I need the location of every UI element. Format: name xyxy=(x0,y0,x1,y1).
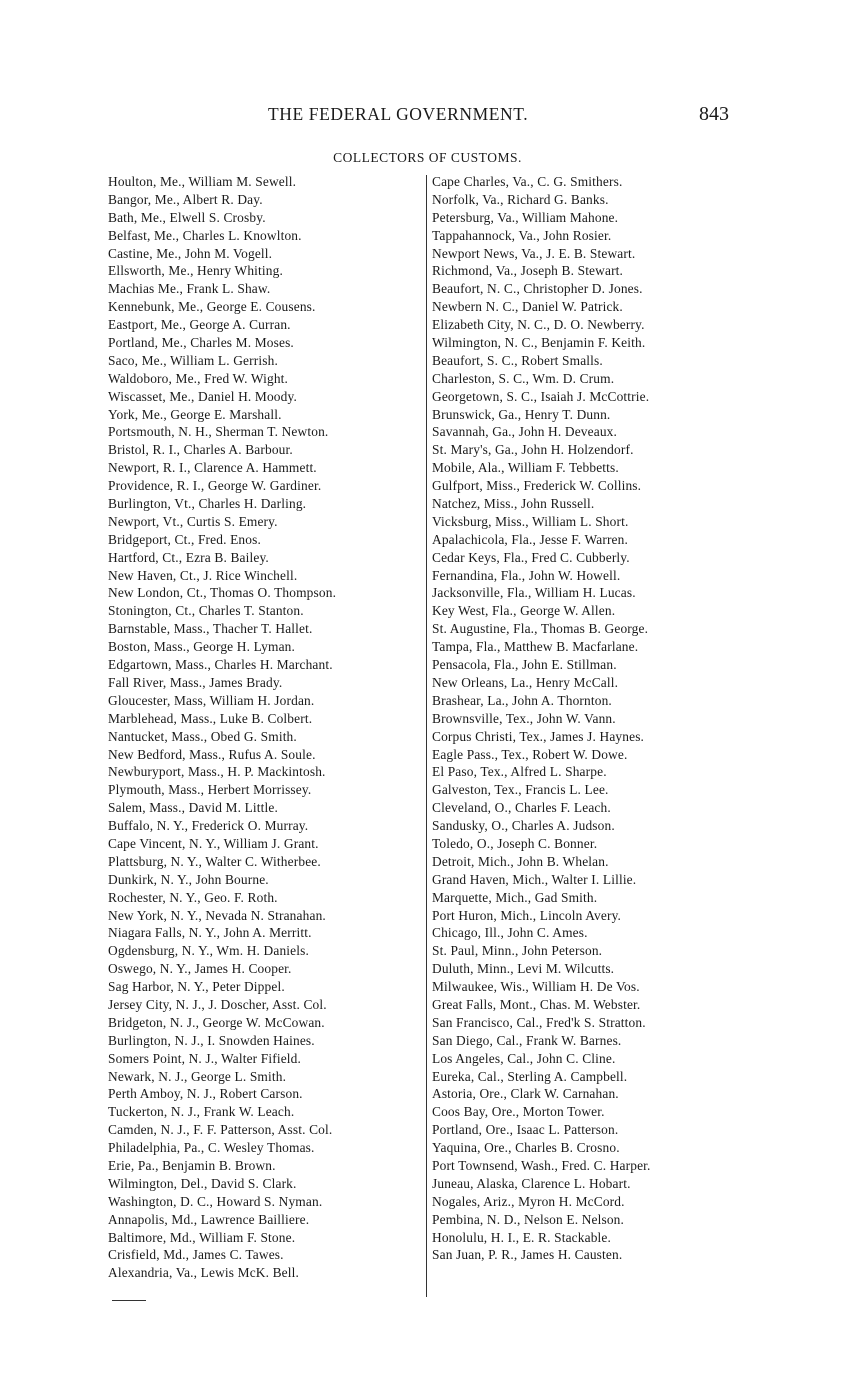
collector-entry: Edgartown, Mass., Charles H. Marchant. xyxy=(108,657,333,673)
collector-entry: Newport, R. I., Clarence A. Hammett. xyxy=(108,460,317,476)
left-column xyxy=(108,173,426,1282)
collector-entry: Wilmington, Del., David S. Clark. xyxy=(108,1175,297,1191)
collector-entry: Great Falls, Mont., Chas. M. Webster. xyxy=(432,996,641,1012)
collector-entry: Kennebunk, Me., George E. Cousens. xyxy=(108,299,316,315)
collector-entry: Marblehead, Mass., Luke B. Colbert. xyxy=(108,710,313,726)
collector-entry: Wiscasset, Me., Daniel H. Moody. xyxy=(108,388,297,404)
collector-entry: Sag Harbor, N. Y., Peter Dippel. xyxy=(108,979,285,995)
collector-entry: Bridgeton, N. J., George W. McCowan. xyxy=(108,1014,325,1030)
page-header xyxy=(0,104,859,134)
collector-entry: Saco, Me., William L. Gerrish. xyxy=(108,352,278,368)
column-divider xyxy=(426,175,427,1297)
collector-entry: Mobile, Ala., William F. Tebbetts. xyxy=(432,460,619,476)
collector-entry: Eagle Pass., Tex., Robert W. Dowe. xyxy=(432,746,628,762)
collector-entry: Newbern N. C., Daniel W. Patrick. xyxy=(432,299,623,315)
collector-entry: Brunswick, Ga., Henry T. Dunn. xyxy=(432,406,611,422)
collector-entry: New London, Ct., Thomas O. Thompson. xyxy=(108,585,337,601)
collector-entry: Coos Bay, Ore., Morton Tower. xyxy=(432,1104,605,1120)
collector-entry: Philadelphia, Pa., C. Wesley Thomas. xyxy=(108,1140,315,1156)
collector-entry: Brashear, La., John A. Thornton. xyxy=(432,692,612,708)
collector-entry: Galveston, Tex., Francis L. Lee. xyxy=(432,782,609,798)
collector-entry: Eureka, Cal., Sterling A. Campbell. xyxy=(432,1068,628,1084)
collector-entry: Plattsburg, N. Y., Walter C. Witherbee. xyxy=(108,853,321,869)
collector-entry: Tappahannock, Va., John Rosier. xyxy=(432,227,612,243)
collector-entry: Castine, Me., John M. Vogell. xyxy=(108,245,273,261)
collector-entry: Houlton, Me., William M. Sewell. xyxy=(108,174,297,189)
collector-entry: Port Townsend, Wash., Fred. C. Harper. xyxy=(432,1157,651,1173)
collector-entry: Portsmouth, N. H., Sherman T. Newton. xyxy=(108,424,329,440)
collector-entry: Belfast, Me., Charles L. Knowlton. xyxy=(108,227,302,243)
collector-entry: New Bedford, Mass., Rufus A. Soule. xyxy=(108,746,316,762)
collector-entry: Savannah, Ga., John H. Deveaux. xyxy=(432,424,618,440)
collector-entry: Grand Haven, Mich., Walter I. Lillie. xyxy=(432,871,637,887)
collector-entry: Barnstable, Mass., Thacher T. Hallet. xyxy=(108,621,313,637)
collector-entry: Nantucket, Mass., Obed G. Smith. xyxy=(108,728,297,744)
collector-entry: Jacksonville, Fla., William H. Lucas. xyxy=(432,585,636,601)
collector-entry: Plymouth, Mass., Herbert Morrissey. xyxy=(108,782,312,798)
collector-entry: Beaufort, S. C., Robert Smalls. xyxy=(432,352,603,368)
collector-entry: Port Huron, Mich., Lincoln Avery. xyxy=(432,907,622,923)
collector-entry: Norfolk, Va., Richard G. Banks. xyxy=(432,191,609,207)
collector-entry: Natchez, Miss., John Russell. xyxy=(432,496,595,512)
collector-entry: Cape Vincent, N. Y., William J. Grant. xyxy=(108,835,319,851)
collector-entry: Boston, Mass., George H. Lyman. xyxy=(108,639,296,655)
collector-entry: Brownsville, Tex., John W. Vann. xyxy=(432,710,616,726)
collector-entry: San Juan, P. R., James H. Causten. xyxy=(432,1247,623,1263)
collector-entry: Cedar Keys, Fla., Fred C. Cubberly. xyxy=(432,549,630,565)
collector-entry: Providence, R. I., George W. Gardiner. xyxy=(108,478,322,494)
collector-entry: Milwaukee, Wis., William H. De Vos. xyxy=(432,979,640,995)
collector-entry: Newark, N. J., George L. Smith. xyxy=(108,1068,287,1084)
collector-entry: Portland, Ore., Isaac L. Patterson. xyxy=(432,1122,619,1138)
collector-entry: Bangor, Me., Albert R. Day. xyxy=(108,191,263,207)
collector-entry: Corpus Christi, Tex., James J. Haynes. xyxy=(432,728,645,744)
collector-entry: Erie, Pa., Benjamin B. Brown. xyxy=(108,1157,276,1173)
collector-entry: Jersey City, N. J., J. Doscher, Asst. Col. xyxy=(108,996,327,1012)
collector-entry: Astoria, Ore., Clark W. Carnahan. xyxy=(432,1086,619,1102)
collector-entry: Key West, Fla., George W. Allen. xyxy=(432,603,616,619)
footer-rule xyxy=(112,1300,146,1301)
collector-entry: Pembina, N. D., Nelson E. Nelson. xyxy=(432,1211,625,1227)
collector-entry: Machias Me., Frank L. Shaw. xyxy=(108,281,271,297)
collector-entry: St. Augustine, Fla., Thomas B. George. xyxy=(432,621,649,637)
collector-entry: Fernandina, Fla., John W. Howell. xyxy=(432,567,621,583)
collector-entry: Pensacola, Fla., John E. Stillman. xyxy=(432,657,617,673)
collector-entry: Georgetown, S. C., Isaiah J. McCottrie. xyxy=(432,388,650,404)
collector-entry: Salem, Mass., David M. Little. xyxy=(108,800,279,816)
collector-entry: Ellsworth, Me., Henry Whiting. xyxy=(108,263,283,279)
collector-entry: Toledo, O., Joseph C. Bonner. xyxy=(432,835,598,851)
collector-entry: El Paso, Tex., Alfred L. Sharpe. xyxy=(432,764,607,780)
collector-entry: Juneau, Alaska, Clarence L. Hobart. xyxy=(432,1175,631,1191)
collector-entry: Somers Point, N. J., Walter Fifield. xyxy=(108,1050,302,1066)
collector-entry: Fall River, Mass., James Brady. xyxy=(108,674,283,690)
collector-entry: Perth Amboy, N. J., Robert Carson. xyxy=(108,1086,303,1102)
collector-entry: San Diego, Cal., Frank W. Barnes. xyxy=(432,1032,622,1048)
collector-entry: Tampa, Fla., Matthew B. Macfarlane. xyxy=(432,639,639,655)
right-column xyxy=(432,173,752,1264)
collector-entry: Niagara Falls, N. Y., John A. Merritt. xyxy=(108,925,312,941)
collector-entry: Petersburg, Va., William Mahone. xyxy=(432,209,619,225)
collector-entry: Oswego, N. Y., James H. Cooper. xyxy=(108,961,292,977)
section-heading xyxy=(0,150,859,166)
collector-entry: St. Paul, Minn., John Peterson. xyxy=(432,943,603,959)
collector-entry: Nogales, Ariz., Myron H. McCord. xyxy=(432,1193,625,1209)
collector-entry: Detroit, Mich., John B. Whelan. xyxy=(432,853,609,869)
collector-entry: Stonington, Ct., Charles T. Stanton. xyxy=(108,603,304,619)
section-heading-text: COLLECTORS OF CUSTOMS. xyxy=(333,150,522,165)
collector-entry: Elizabeth City, N. C., D. O. Newberry. xyxy=(432,317,645,333)
collector-entry: Newburyport, Mass., H. P. Mackintosh. xyxy=(108,764,326,780)
collector-entry: St. Mary's, Ga., John H. Holzendorf. xyxy=(432,442,634,458)
collector-entry: Alexandria, Va., Lewis McK. Bell. xyxy=(108,1265,300,1281)
collector-entry: Newport News, Va., J. E. B. Stewart. xyxy=(432,245,636,261)
collector-entry: Duluth, Minn., Levi M. Wilcutts. xyxy=(432,961,615,977)
collector-entry: Los Angeles, Cal., John C. Cline. xyxy=(432,1050,616,1066)
collector-entry: Charleston, S. C., Wm. D. Crum. xyxy=(432,370,615,386)
collector-entry: Dunkirk, N. Y., John Bourne. xyxy=(108,871,269,887)
collector-entry: Gloucester, Mass, William H. Jordan. xyxy=(108,692,315,708)
running-title: THE FEDERAL GOVERNMENT. xyxy=(268,104,529,124)
collector-entry: Buffalo, N. Y., Frederick O. Murray. xyxy=(108,818,309,834)
collector-entry: New Orleans, La., Henry McCall. xyxy=(432,674,619,690)
collector-entry: New Haven, Ct., J. Rice Winchell. xyxy=(108,567,298,583)
collector-entry: Honolulu, H. I., E. R. Stackable. xyxy=(432,1229,612,1245)
collector-entry: Crisfield, Md., James C. Tawes. xyxy=(108,1247,284,1263)
collector-entry: Baltimore, Md., William F. Stone. xyxy=(108,1229,296,1245)
collector-entry: Hartford, Ct., Ezra B. Bailey. xyxy=(108,549,269,565)
collector-entry: Cleveland, O., Charles F. Leach. xyxy=(432,800,611,816)
collector-entry: New York, N. Y., Nevada N. Stranahan. xyxy=(108,907,326,923)
collector-entry: Beaufort, N. C., Christopher D. Jones. xyxy=(432,281,643,297)
collector-entry: Cape Charles, Va., C. G. Smithers. xyxy=(432,174,623,189)
collector-entry: Bristol, R. I., Charles A. Barbour. xyxy=(108,442,293,458)
collector-entry: Bath, Me., Elwell S. Crosby. xyxy=(108,209,266,225)
collector-entry: Gulfport, Miss., Frederick W. Collins. xyxy=(432,478,642,494)
collector-entry: Wilmington, N. C., Benjamin F. Keith. xyxy=(432,335,646,351)
collector-entry: Tuckerton, N. J., Frank W. Leach. xyxy=(108,1104,295,1120)
collector-entry: Yaquina, Ore., Charles B. Crosno. xyxy=(432,1140,620,1156)
collector-entry: Vicksburg, Miss., William L. Short. xyxy=(432,513,629,529)
collector-entry: Ogdensburg, N. Y., Wm. H. Daniels. xyxy=(108,943,309,959)
collector-entry: Chicago, Ill., John C. Ames. xyxy=(432,925,588,941)
collector-entry: Eastport, Me., George A. Curran. xyxy=(108,317,291,333)
collector-entry: Waldoboro, Me., Fred W. Wight. xyxy=(108,370,289,386)
collector-entry: Newport, Vt., Curtis S. Emery. xyxy=(108,513,278,529)
collector-entry: San Francisco, Cal., Fred'k S. Stratton. xyxy=(432,1014,646,1030)
collector-entry: Portland, Me., Charles M. Moses. xyxy=(108,335,294,351)
collector-entry: Burlington, N. J., I. Snowden Haines. xyxy=(108,1032,315,1048)
collector-entry: Marquette, Mich., Gad Smith. xyxy=(432,889,598,905)
collector-entry: York, Me., George E. Marshall. xyxy=(108,406,282,422)
collector-entry: Rochester, N. Y., Geo. F. Roth. xyxy=(108,889,278,905)
page-number: 843 xyxy=(699,103,729,125)
collector-entry: Burlington, Vt., Charles H. Darling. xyxy=(108,496,307,512)
collector-entry: Annapolis, Md., Lawrence Bailliere. xyxy=(108,1211,310,1227)
collector-entry: Sandusky, O., Charles A. Judson. xyxy=(432,818,615,834)
collector-entry: Washington, D. C., Howard S. Nyman. xyxy=(108,1193,323,1209)
collector-entry: Richmond, Va., Joseph B. Stewart. xyxy=(432,263,624,279)
collector-entry: Camden, N. J., F. F. Patterson, Asst. Col. xyxy=(108,1122,333,1138)
collector-entry: Apalachicola, Fla., Jesse F. Warren. xyxy=(432,531,628,547)
collector-entry: Bridgeport, Ct., Fred. Enos. xyxy=(108,531,261,547)
